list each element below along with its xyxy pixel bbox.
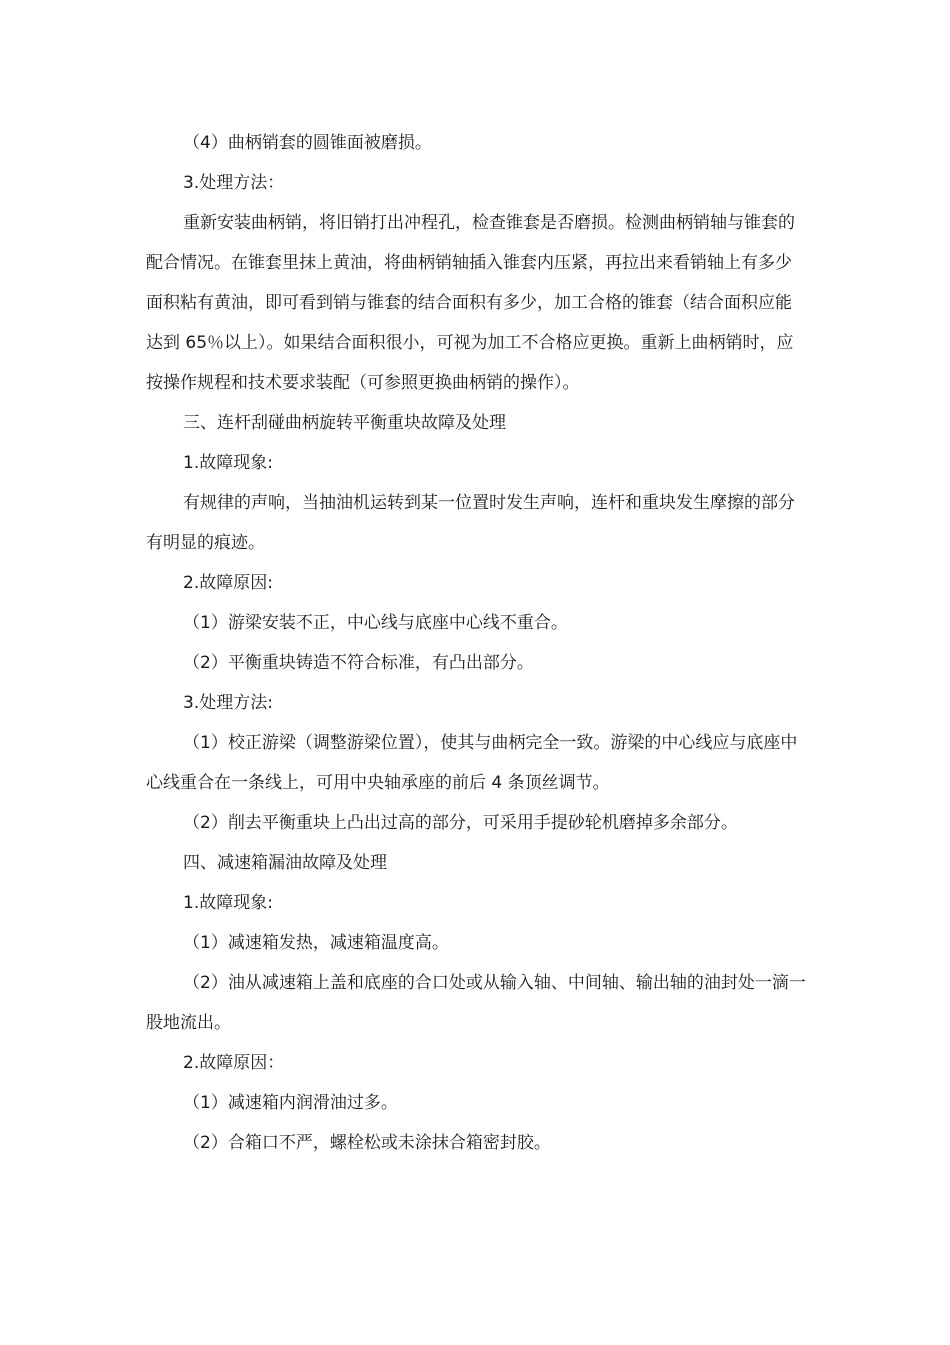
body-paragraph: 有规律的声响，当抽油机运转到某一位置时发生声响，连杆和重块发生摩擦的部分有明显的痕迹。 bbox=[146, 493, 795, 553]
list-item: （1）减速箱内润滑油过多。 bbox=[183, 1093, 398, 1113]
section-heading: 2.故障原因: bbox=[183, 573, 273, 593]
list-item: （4）曲柄销套的圆锥面被磨损。 bbox=[183, 133, 432, 153]
body-paragraph: （1）校正游梁（调整游梁位置），使其与曲柄完全一致。游梁的中心线应与底座中心线重合在一条线上，可用中央轴承座的前后 4 条顶丝调节。 bbox=[146, 733, 798, 793]
section-heading: 三、连杆刮碰曲柄旋转平衡重块故障及处理 bbox=[183, 413, 506, 433]
list-item: （1）游梁安装不正，中心线与底座中心线不重合。 bbox=[183, 613, 568, 633]
document-body bbox=[146, 123, 806, 1163]
list-item: （2）平衡重块铸造不符合标准，有凸出部分。 bbox=[183, 653, 534, 673]
section-heading: 1.故障现象: bbox=[183, 453, 273, 473]
section-heading: 四、减速箱漏油故障及处理 bbox=[183, 853, 387, 873]
body-paragraph: 重新安装曲柄销，将旧销打出冲程孔，检查锥套是否磨损。检测曲柄销轴与锥套的配合情况。在锥套里抹上黄油，将曲柄销轴插入锥套内压紧，再拉出来看销轴上有多少面积粘有黄油，即可看到销与锥套的结合面积有多少，加工合格的锥套（结合面积应能达到 65％以上）。如果结合面积很小，可视为加工不合格应更换。重新上曲柄销时，应按操作规程和技术要求装配（可参照更换曲柄销的操作）。 bbox=[146, 213, 795, 393]
list-item: （1）减速箱发热，减速箱温度高。 bbox=[183, 933, 449, 953]
section-heading: 3.处理方法： bbox=[183, 173, 285, 193]
section-heading: 3.处理方法: bbox=[183, 693, 273, 713]
section-heading: 1.故障现象: bbox=[183, 893, 273, 913]
body-paragraph: （2）油从减速箱上盖和底座的合口处或从输入轴、中间轴、输出轴的油封处一滴一股地流出。 bbox=[146, 973, 806, 1033]
list-item: （2）合箱口不严，螺栓松或未涂抹合箱密封胶。 bbox=[183, 1133, 551, 1153]
list-item: （2）削去平衡重块上凸出过高的部分，可采用手提砂轮机磨掉多余部分。 bbox=[183, 813, 738, 833]
section-heading: 2.故障原因： bbox=[183, 1053, 285, 1073]
